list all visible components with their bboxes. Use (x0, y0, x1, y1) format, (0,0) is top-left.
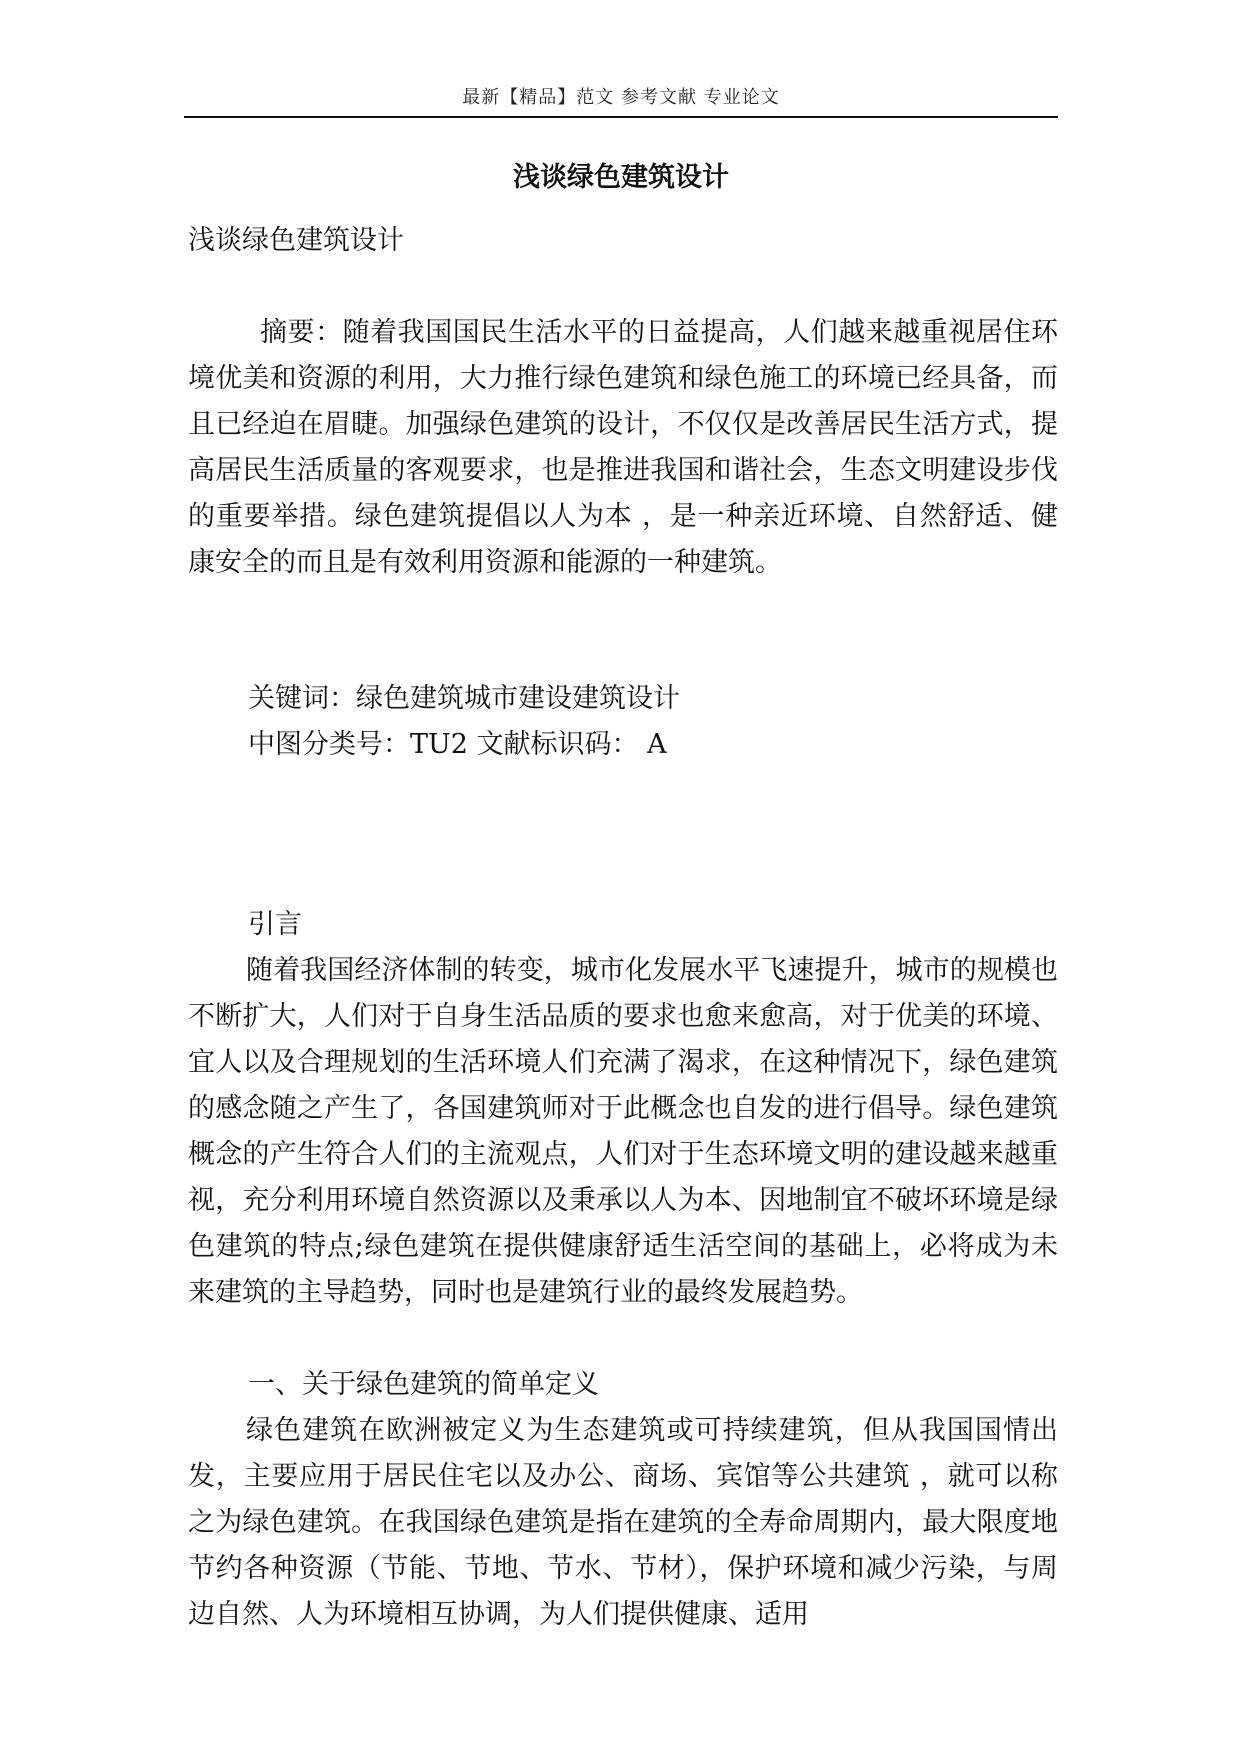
keywords-line: 关键词：绿色建筑城市建设建筑设计 (248, 683, 680, 714)
header-divider (184, 116, 1058, 118)
section1-heading: 一、关于绿色建筑的简单定义 (248, 1369, 599, 1400)
intro-paragraph: 随着我国经济体制的转变，城市化发展水平飞速提升，城市的规模也不断扩大，人们对于自身生活品质的要求也愈来愈高，对于优美的环境、宜人以及合理规划的生活环境人们充满了渴求，在这种情况下，绿色建筑的感念随之产生了，各国建筑师对于此概念也自发的进行倡导。绿色建筑概念的产生符合人们的主流观点，人们对于生态环境文明的建设越来越重视，充分利用环境自然资源以及秉承以人为本、因地制宜不破坏环境是绿色建筑的特点;绿色建筑在提供健康舒适生活空间的基础上，必将成为未来建筑的主导趋势，同时也是建筑行业的最终发展趋势。 (188, 955, 1058, 1308)
classification-line: 中图分类号：TU2 文献标识码： A (248, 729, 667, 760)
document-title: 浅谈绿色建筑设计 (513, 162, 729, 193)
section1-paragraph: 绿色建筑在欧洲被定义为生态建筑或可持续建筑，但从我国国情出发，主要应用于居民住宅以及办公、商场、宾馆等公共建筑 ，就可以称之为绿色建筑。在我国绿色建筑是指在建筑的全寿命周期内，最大限度地节约各种资源（节能、节地、节水、节材），保护环境和减少污染，与周边自然、人为环境相互协调，为人们提供健康、适用 (188, 1415, 1058, 1630)
abstract-paragraph: 摘要：随着我国国民生活水平的日益提高，人们越来越重视居住环境优美和资源的利用，大力推行绿色建筑和绿色施工的环境已经具备，而且已经迫在眉睫。加强绿色建筑的设计，不仅仅是改善居民生活方式，提高居民生活质量的客观要求，也是推进我国和谐社会，生态文明建设步伐的重要举措。绿色建筑提倡以人为本 ，是一种亲近环境、自然舒适、健康安全的而且是有效利用资源和能源的一种建筑。 (188, 317, 1058, 578)
page-header: 最新【精品】范文 参考文献 专业论文 (462, 87, 780, 108)
intro-heading: 引言 (248, 909, 302, 940)
document-subtitle: 浅谈绿色建筑设计 (188, 225, 404, 256)
